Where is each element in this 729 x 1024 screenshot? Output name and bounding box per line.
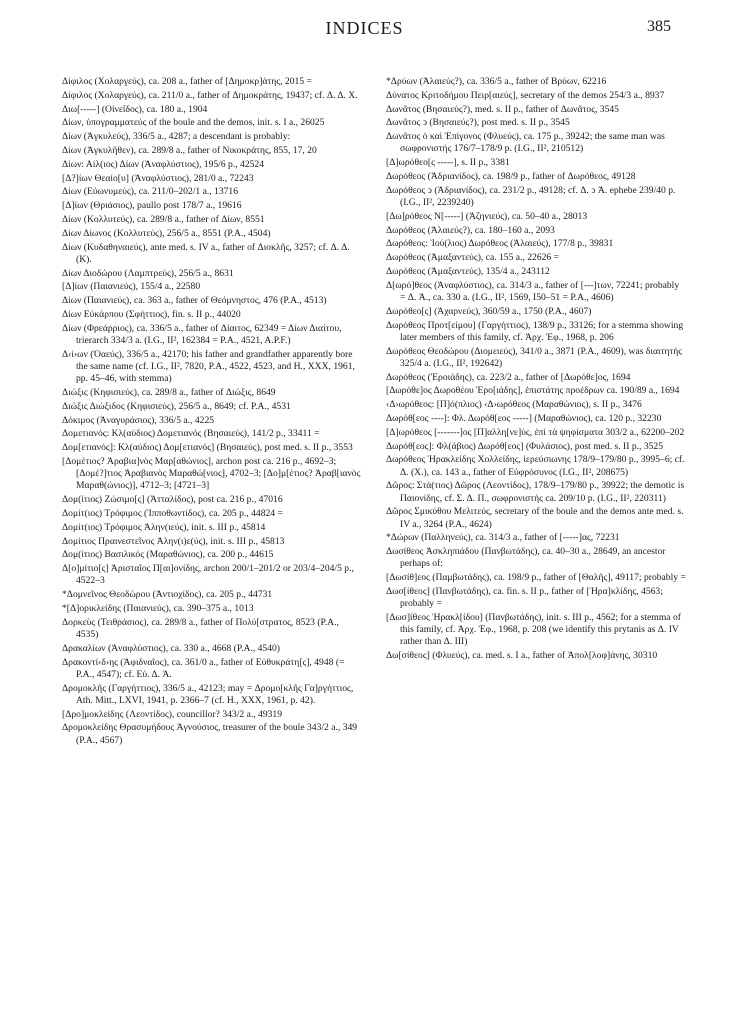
index-entry: Δόκιμος (Ἀναγυράσιος), 336/5 a., 4225: [62, 414, 215, 426]
index-entry: Δίων Δίωνος (Κολλυτεύς), 256/5 a., 8551 (P.A., 4504): [62, 227, 271, 239]
index-entry: Διώξις Διώξιδος (Κηφισιεύς), 256/5 a., 8649; cf. P.A., 4531: [62, 400, 291, 412]
index-entry: Δομ[ετιανός]: Κλ(αύδιος) Δομ[ετιανός] (Βησαιεύς), post med. s. II p., 3553: [62, 442, 353, 454]
index-entry: Δωρόθεος: Ἰού(λιος) Δωρόθεος (Ἀλαιεύς), 177/8 p., 39831: [386, 238, 614, 250]
index-entry: [Δ]ωρόθεο[ς -----], s. II p., 3381: [386, 157, 510, 169]
index-entry: Δωρόθεος Θεοδώρου (Διομειεύς), 341/0 a., 3871 (P.A., 4609), was διαιτητής 325/4 a. (I.G., II², 192642): [386, 345, 683, 369]
index-entry: Δίων (Φρεάρριος), ca. 336/5 a., father of Δίαιτος, 62349 = Δίων Διαίτου, trierarch 334/3 a. (I.G., II², 162384 = P.A., 4521, A.P.F.): [62, 322, 342, 346]
index-entry: Δίων Εὐκάρπου (Σφήττιος), fin. s. II p., 44020: [62, 308, 241, 320]
index-entry: Δίων (Εὐωνυμεύς), ca. 211/0–202/1 a., 13716: [62, 186, 239, 198]
index-entry: Δωνᾶτος (Βησαιεύς?), med. s. II p., father of Δωνᾶτος, 3545: [386, 103, 619, 115]
index-entry: Δίων: Αἰλ(ιος) Δίων (Ἀναφλύστιος), 195/6 p., 42524: [62, 158, 265, 170]
index-entry: Δῶρος Σμικύθου Μελιτεύς, secretary of the boule and the demos ante med. s. IV a., 3264 (P.A., 4624): [386, 506, 684, 530]
index-entry: Δομ(ίτιος) Βασιλικός (Μαραθώνιος), ca. 200 p., 44615: [62, 549, 274, 561]
index-entry: Δω[σίθεος] (Φλυεύς), ca. med. s. I a., father of Ἀπολ[λοφ]άνης, 30310: [386, 650, 658, 662]
index-entry: *[Δ]ορικλείδης (Παιανιεύς), ca. 390–375 a., 1013: [62, 602, 254, 614]
index-entry: *Δώρων (Παλληνεύς), ca. 314/3 a., father of [-----]ας, 72231: [386, 532, 620, 544]
index-entry: [Δωσ]ίθεος Ἡρακλ[ίδου] (Πανβωτάδης), init. s. III p., 4562; for a stemma of this family, cf. Ἀρχ. Ἐφ., 1968, p. 208 (we identify this prytanis as Δ. IV rather than Δ. III): [386, 611, 681, 648]
index-entry: Δ‹ί›ων (Ὀαεύς), 336/5 a., 42170; his father and grandfather apparently bore the same name (cf. I.G., II², 7820, P.A., 4522, 4523, and H., XXX, 1961, pp. 45–46, with stemma): [62, 348, 355, 385]
index-entry: Δ[ωρό]θεος (Ἀναφλύστιος), ca. 314/3 a., father of [---]των, 72241; probably = Δ. Ἀ., ca. 330 a. (I.G., II², 1569, I50–51 = P.A., 4606): [386, 279, 680, 303]
page-title: INDICES: [325, 18, 404, 38]
index-column-right: [386, 76, 686, 664]
index-entry: [Δομέτιος? Ἀραβια]νὸς Μαρ[αθώνιος], archon post ca. 216 p., 4692–3; [Δομέ?]τιος Ἀραβιανὸς Μαραθώ[νιος], 4702–3; [Δο]μ[έτιος? Ἀραβ[ιανὸς Μαραθ(ώνιος)], 4712–3; [4721–3]: [62, 455, 361, 492]
index-entry: Δίων (Ἀγκυλεύς), 336/5 a., 4287; a descendant is probably:: [62, 131, 291, 143]
index-entry: Δωρόθεος (Ἀμαξαντεύς), ca. 155 a., 22626 =: [386, 252, 560, 264]
index-entry: Δρομοκλείδης Θρασυμήδους Ἀγνούσιος, treasurer of the boule 343/2 a., 349 (P.A., 4567): [62, 722, 358, 746]
index-entry: Δωρόθεος (Ἐροιάδης), ca. 223/2 a., father of [Δωρόθε]ος, 1694: [386, 371, 631, 383]
index-entry: Δωρόθεος (Ἀλαιεύς?), ca. 180–160 a., 2093: [386, 224, 555, 236]
index-entry: ‹Δ›ωρόθεος: [Π]ό(πλιος) ‹Δ›ωρόθεος (Μαραθώνιος), s. II p., 3476: [386, 399, 642, 411]
index-entry: [Δωσίθ]εος (Παμβωτάδης), ca. 198/9 p., father of [Θαλῆς], 49117; probably =: [386, 572, 686, 584]
index-entry: Δίων (Παιανιεύς), ca. 363 a., father of Θεόμνηστος, 476 (P.A., 4513): [62, 295, 327, 307]
index-entry: Δωνᾶτος ↄ (Βησαιεύς?), post med. s. II p., 3545: [386, 117, 570, 129]
index-entry: Δωρόθεος (Ἀμαξαντεύς), 135/4 a., 243112: [386, 265, 550, 277]
index-entry: [Δ]ίων (Θριάσιος), paullo post 178/7 a., 19616: [62, 200, 242, 212]
index-entry: Δίων (Ἀγκυλῆθεν), ca. 289/8 a., father of Νικοκράτης, 855, 17, 20: [62, 144, 317, 156]
index-entry: Διω[-----] (Οἰνεΐδος), ca. 180 a., 1904: [62, 103, 208, 115]
index-entry: *Δρύων (Ἀλαιεύς?), ca. 336/5 a., father of Βρύων, 62216: [386, 76, 607, 87]
index-entry: Δωρόθεος Προτ[είμου] (Γαργήττιος), 138/9 p., 33126; for a stemma showing later members of this family, cf. Ἀρχ. Ἐφ., 1968, p. 206: [386, 319, 684, 343]
index-entry: Δωσ[ίθεος] (Πανβωτάδης), ca. fin. s. II p., father of [Ἡρα]κλίδης, 4563; probably =: [386, 585, 663, 610]
index-entry: Δομίτ(ιος) Τρόφιμος Ἀλην(ιεύς), init. s. III p., 45814: [62, 521, 266, 533]
index-entry: Δομ(ίτιος) Ζώσιμο[ς] (Ἀτταλίδος), post ca. 216 p., 47016: [62, 494, 283, 506]
index-entry: Δίφιλος (Χολαργεύς), ca. 211/0 a., father of Δημοκράτης, 19437; cf. Δ. Δ. Χ.: [62, 89, 358, 101]
index-entry: Δωρόθ[εος]: Φλ(άβιος) Δωρόθ[εος] (Φυλάσιος), post med. s. II p., 3525: [386, 440, 664, 452]
index-entry: Δρακαλίων (Ἀναφλύστιος), ca. 330 a., 4668 (P.A., 4540): [62, 642, 281, 654]
index-entry: Δωσίθεος Ἀσκληπιάδου (Πανβωτάδης), ca. 40–30 a., 28649, an ancestor perhaps of:: [386, 546, 666, 570]
index-entry: Δρομοκλῆς (Γαργήττιος), 336/5 a., 42123; may = Δρομο[κλῆς Γα]ργήττιος, Ath. Mitt., LXVI, 1941, p. 2366–7 (cf. H., XXX, 1961, p. 42).: [62, 682, 354, 706]
index-entry: [Δω]ρόθεος Ν[-----] (Ἀζηνιεύς), ca. 50–40 a., 28013: [386, 210, 588, 222]
index-entry: *Δομνεῖνος Θεοδώρου (Ἀντιοχίδος), ca. 205 p., 44731: [62, 589, 273, 601]
index-entry: Δομετιανός: Κλ(αύδιος) Δομετιανός (Βησαιεύς), 141/2 p., 33411 =: [62, 428, 320, 440]
index-entry: Δρακοντί‹δ›ης (Ἀφιδναῖος), ca. 361/0 a., father of Εὐθυκράτη[ς], 4948 (= P.A., 4547); cf. Εὐ. Δ. Ἀ.: [62, 656, 345, 680]
index-entry: Δῶρος: Στά(τιος) Δῶρος (Λεοντίδος), 178/9–179/80 p., 39922; the demotic is Παιονίδης, cf. Σ. Δ. Π., σωφρονιστής ca. 209/10 p. (I.G., II², 220311): [386, 480, 685, 504]
index-entry: Δωνᾶτος ὁ καὶ Ἐπίγονος (Φλυεύς), ca. 175 p., 39242; the same man was σωφρονιστής 176/7–178/9 p. (I.G., II², 210512): [386, 131, 665, 155]
index-entry: [Δ?]ίων Θεαίο[υ] (Ἀναφλύστιος), 281/0 a., 72243: [62, 172, 254, 184]
index-entry: Δίων (Κυδαθηναιεύς), ante med. s. IV a., father of Διοκλῆς, 3257; cf. Δ. Δ. (Κ).: [62, 241, 350, 265]
index-entry: Δωρόθ[εος ----]: Φλ. Δωρόθ[εος -----] (Μαραθώνιος), ca. 120 p., 32230: [386, 412, 662, 424]
index-entry: [Δ]ίων (Παιανιεύς), 155/4 a., 22580: [62, 281, 201, 293]
index-entry: Δύνατος Κριτοδήμου Πειρ[αιεύς], secretary of the demos 254/3 a., 8937: [386, 89, 665, 101]
index-entry: Δορκεὺς (Τειθράσιος), ca. 289/8 a., father of Πολύ[στρατος, 8523 (P.A., 4535): [62, 616, 339, 640]
page-number: 385: [647, 18, 671, 35]
index-entry: Δωρόθεο[ς] (Ἀχαρνεύς), 360/59 a., 1750 (P.A., 4607): [386, 305, 592, 317]
index-entry: Δωρόθεος Ἡρακλείδης Χολλείδης, ἱερεύσιωνης 178/9–179/80 p., 3995–6; cf. Δ. (Χ.), ca. 143 a., father of Εὐφρόσυνος (I.G., II², 208675): [386, 454, 685, 478]
index-entry: Δομίτιος Πραινεστεῖνος Ἀλην(ι)ε(ύς), init. s. III p., 45813: [62, 535, 285, 547]
index-entry: Διώξις (Κηφισιεύς), ca. 289/8 a., father of Διώξις, 8649: [62, 386, 276, 398]
index-entry: Δ[ο]μίτιο[ς] Ἀρισταῖος Π[αι]ονίδης, archon 200/1–201/2 or 203/4–204/5 p., 4522–3: [62, 563, 354, 587]
index-entry: Δωρόθεος ↄ (Ἀδριανίδος), ca. 231/2 p., 49128; cf. Δ. ↄ Ἀ. ephebe 239/40 p. (I.G., II², 2239240): [386, 184, 676, 208]
index-entry: [Δωρόθε]ος Δωροθέου Ἐρο[ιάδης], ἐπιστάτης προέδρων ca. 190/89 a., 1694: [386, 385, 680, 397]
index-entry: Δίων, ὑπογραμματεύς of the boule and the demos, init. s. I a., 26025: [62, 117, 325, 129]
index-entry: Δομίτ(ιος) Τρόφιμος (Ἱπποθωντίδος), ca. 205 p., 44824 =: [62, 507, 283, 519]
index-entry: Δίων (Κολλυτεύς), ca. 289/8 a., father of Δίων, 8551: [62, 213, 265, 225]
index-entry: [Δ]ωρόθεος [-------]ος [Π]αλλη[νε]ύς, ἐπὶ τὰ ψηφίσματα 303/2 a., 62200–202: [386, 426, 685, 438]
index-entry: Δωρόθεος (Ἀδριανίδος), ca. 198/9 p., father of Δωρόθεος, 49128: [386, 170, 636, 182]
index-entry: [Δρο]μοκλείδης (Λεοντίδος), councillor? 343/2 a., 49319: [62, 708, 283, 720]
index-column-left: [62, 76, 362, 748]
index-entry: Δίων Διοδώρου (Λαμπτρεύς), 256/5 a., 8631: [62, 267, 234, 279]
index-entry: Δίφιλος (Χολαργεύς), ca. 208 a., father of [Δημοκρ]άτης, 2015 =: [62, 76, 312, 87]
